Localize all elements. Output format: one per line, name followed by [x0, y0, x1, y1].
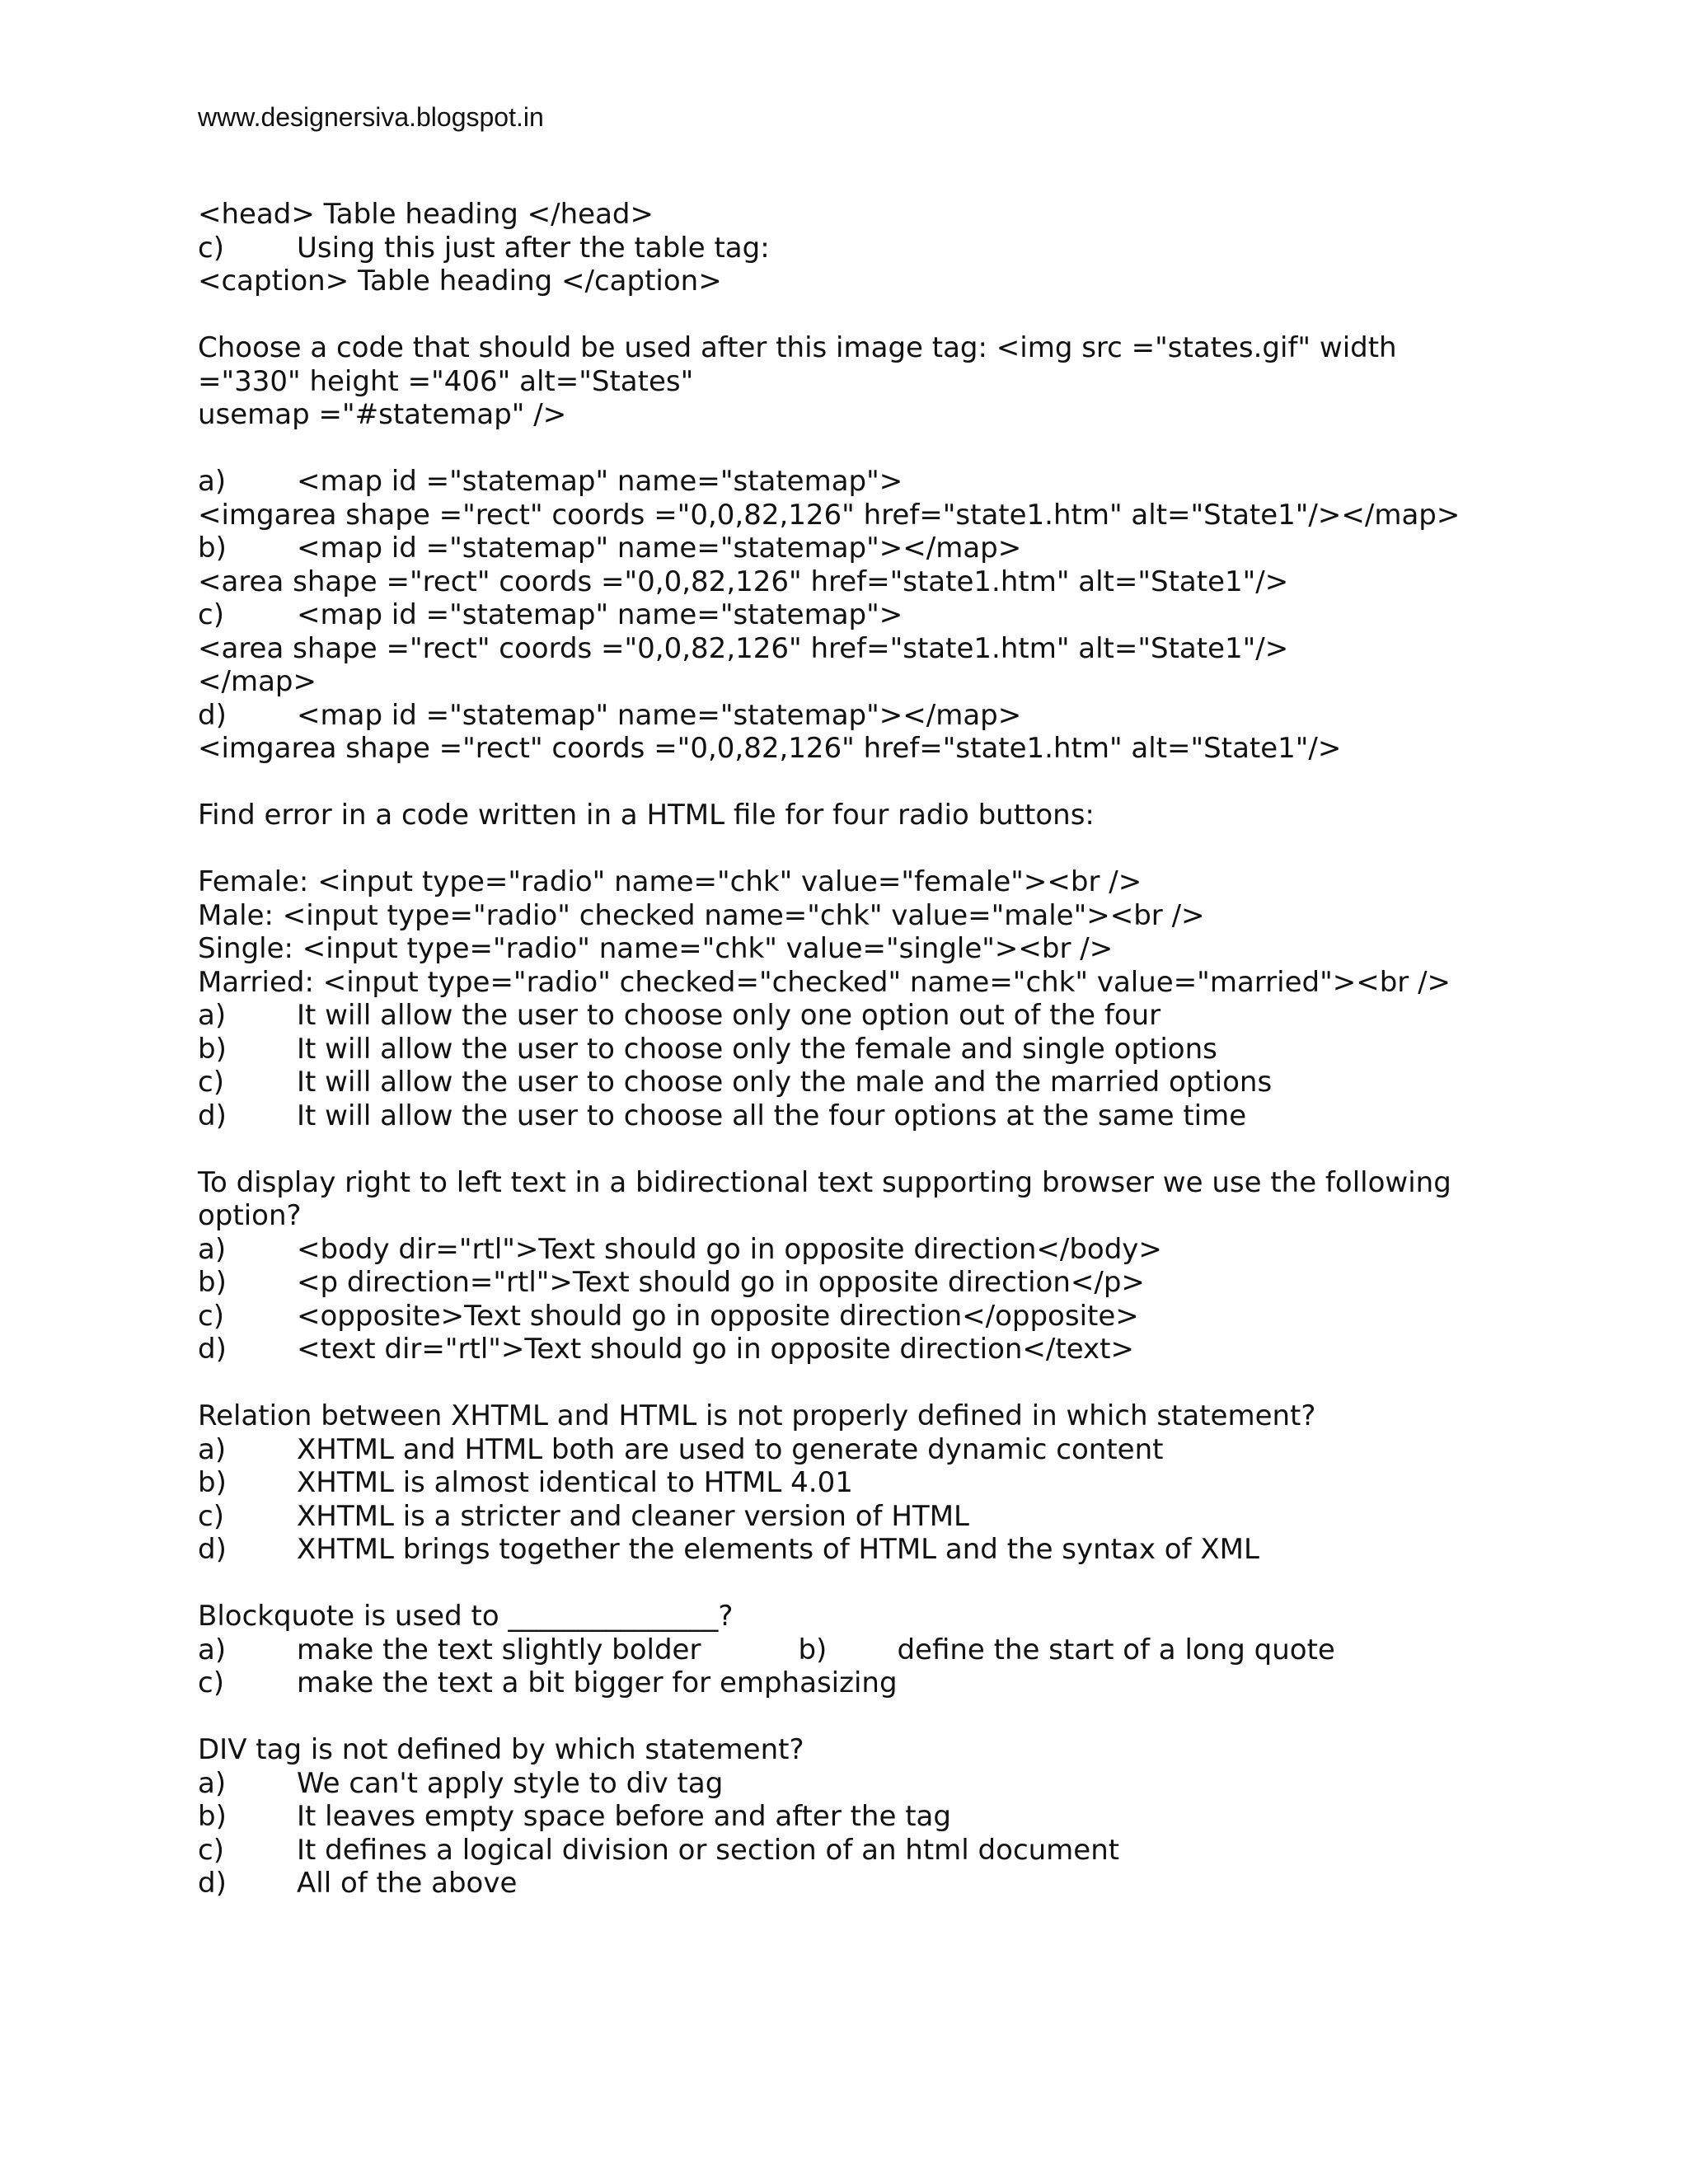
option-label: c) [198, 1833, 224, 1867]
option-label: c) [198, 1499, 224, 1533]
option-label: a) [198, 1766, 227, 1800]
option-text: It will allow the user to choose all the four options at the same time [297, 1099, 1247, 1132]
question-2-code-line: Married: <input type="radio" checked="checked" name="chk" value="married"><br /> [198, 965, 1451, 999]
question-3-line-2: option? [198, 1199, 302, 1232]
question-5-option-b [798, 1633, 1334, 1667]
option-label: a) [198, 1232, 227, 1266]
question-4-option-a [198, 1433, 1484, 1467]
question-2-code-line: Single: <input type="radio" name="chk" value="single"><br /> [198, 932, 1114, 965]
option-label: b) [198, 1466, 227, 1499]
spacer [198, 766, 1484, 799]
option-text: <map id ="statemap" name="statemap"> [297, 598, 903, 631]
spacer [198, 1567, 1484, 1601]
option-text: <p direction="rtl">Text should go in opposite direction</p> [297, 1266, 1145, 1299]
option-label: b) [198, 532, 227, 565]
option-label: b) [798, 1633, 828, 1666]
question-4-option-c [198, 1500, 1484, 1534]
option-text: XHTML is almost identical to HTML 4.01 [297, 1466, 853, 1499]
spacer [198, 1132, 1484, 1166]
question-3-option-b [198, 1266, 1484, 1300]
question-6-option-d [198, 1867, 1484, 1900]
question-1-option-a-continued: <imgarea shape ="rect" coords ="0,0,82,126" href="state1.htm" alt="State1"/></map> [198, 498, 1461, 532]
question-3-option-d [198, 1333, 1484, 1366]
option-text: We can't apply style to div tag [297, 1766, 724, 1800]
question-6-option-c [198, 1834, 1484, 1868]
question-1-option-c-continued: </map> [198, 665, 316, 698]
question-1-line-1: Choose a code that should be used after this image tag: <img src ="states.gif" width [198, 331, 1397, 364]
document-content [198, 198, 1484, 1900]
option-label: a) [198, 1633, 227, 1666]
question-2-option-c [198, 1066, 1484, 1099]
question-2-option-a [198, 999, 1484, 1033]
option-label: d) [198, 1333, 227, 1366]
option-label: b) [198, 1266, 227, 1299]
option-label: b) [198, 1032, 227, 1066]
option-text: All of the above [297, 1867, 518, 1900]
option-text: Using this just after the table tag: [297, 231, 770, 265]
option-text: <body dir="rtl">Text should go in opposite direction</body> [297, 1232, 1162, 1266]
question-1-option-d-continued: <imgarea shape ="rect" coords ="0,0,82,126" href="state1.htm" alt="State1"/> [198, 732, 1342, 765]
option-label: b) [198, 1800, 227, 1833]
question-4-option-d [198, 1533, 1484, 1567]
option-text: <map id ="statemap" name="statemap"> [297, 465, 903, 498]
option-text: make the text a bit bigger for emphasizing [297, 1666, 898, 1699]
option-text: <map id ="statemap" name="statemap"></map> [297, 532, 1022, 565]
option-text: XHTML is a stricter and cleaner version of HTML [297, 1499, 969, 1533]
spacer [198, 298, 1484, 332]
header-url: www.designersiva.blogspot.in [198, 102, 544, 132]
option-text: <opposite>Text should go in opposite direction</opposite> [297, 1299, 1139, 1333]
option-label: c) [198, 1299, 224, 1333]
question-1-option-a [198, 465, 1484, 499]
option-label: d) [198, 1533, 227, 1566]
question-2-option-d [198, 1099, 1484, 1133]
option-text: It will allow the user to choose only the male and the married options [297, 1066, 1273, 1099]
question-3-option-a [198, 1233, 1484, 1267]
option-text: It defines a logical division or section of an html document [297, 1833, 1120, 1867]
spacer [198, 1366, 1484, 1400]
option-text: XHTML and HTML both are used to generate dynamic content [297, 1432, 1164, 1466]
question-5-options-a-b [198, 1633, 1484, 1667]
option-label: a) [198, 999, 227, 1032]
option-label: d) [198, 1099, 227, 1132]
option-text: It will allow the user to choose only one option out of the four [297, 999, 1161, 1032]
option-text: make the text slightly bolder [297, 1633, 701, 1666]
intro-line-head: <head> Table heading </head> [198, 198, 654, 231]
question-1-line-2: ="330" height ="406" alt="States" [198, 364, 694, 398]
question-1-option-c [198, 598, 1484, 632]
question-1-option-b [198, 532, 1484, 565]
question-2-option-b [198, 1033, 1484, 1066]
question-2-code-line: Female: <input type="radio" name="chk" value="female"><br /> [198, 865, 1142, 898]
spacer [198, 1700, 1484, 1734]
option-label: a) [198, 1432, 227, 1466]
option-text: It will allow the user to choose only the female and single options [297, 1032, 1217, 1066]
option-text: <map id ="statemap" name="statemap"></map> [297, 698, 1022, 732]
question-1-line-3: usemap ="#statemap" /> [198, 398, 567, 431]
question-6-option-a [198, 1767, 1484, 1801]
question-1-option-c-continued: <area shape ="rect" coords ="0,0,82,126" href="state1.htm" alt="State1"/> [198, 631, 1289, 665]
option-label: c) [198, 231, 224, 265]
question-3-line-1: To display right to left text in a bidirectional text supporting browser we use the following [198, 1165, 1451, 1199]
option-label: c) [198, 1066, 224, 1099]
option-label: d) [198, 698, 227, 732]
option-label: a) [198, 465, 227, 498]
spacer [198, 432, 1484, 466]
option-text: define the start of a long quote [897, 1633, 1335, 1666]
option-label: d) [198, 1867, 227, 1900]
intro-line-option-c [198, 232, 1484, 265]
intro-line-caption: <caption> Table heading </caption> [198, 265, 722, 298]
option-text: XHTML brings together the elements of HTML and the syntax of XML [297, 1533, 1259, 1566]
question-6-text: DIV tag is not defined by which statement? [198, 1733, 804, 1766]
question-2-code-line: Male: <input type="radio" checked name="chk" value="male"><br /> [198, 898, 1205, 932]
option-label: c) [198, 1666, 224, 1699]
question-4-text: Relation between XHTML and HTML is not properly defined in which statement? [198, 1399, 1316, 1432]
question-1-option-d [198, 699, 1484, 733]
question-1-option-b-continued: <area shape ="rect" coords ="0,0,82,126" href="state1.htm" alt="State1"/> [198, 565, 1289, 598]
question-5-text: Blockquote is used to _______________? [198, 1600, 734, 1633]
question-3-option-c [198, 1300, 1484, 1333]
option-label: c) [198, 598, 224, 631]
question-5-option-c [198, 1666, 1484, 1700]
question-2-text: Find error in a code written in a HTML file for four radio buttons: [198, 799, 1095, 832]
option-text: It leaves empty space before and after the tag [297, 1800, 951, 1833]
question-6-option-b [198, 1800, 1484, 1834]
option-text: <text dir="rtl">Text should go in opposite direction</text> [297, 1333, 1134, 1366]
spacer [198, 832, 1484, 866]
question-4-option-b [198, 1466, 1484, 1500]
